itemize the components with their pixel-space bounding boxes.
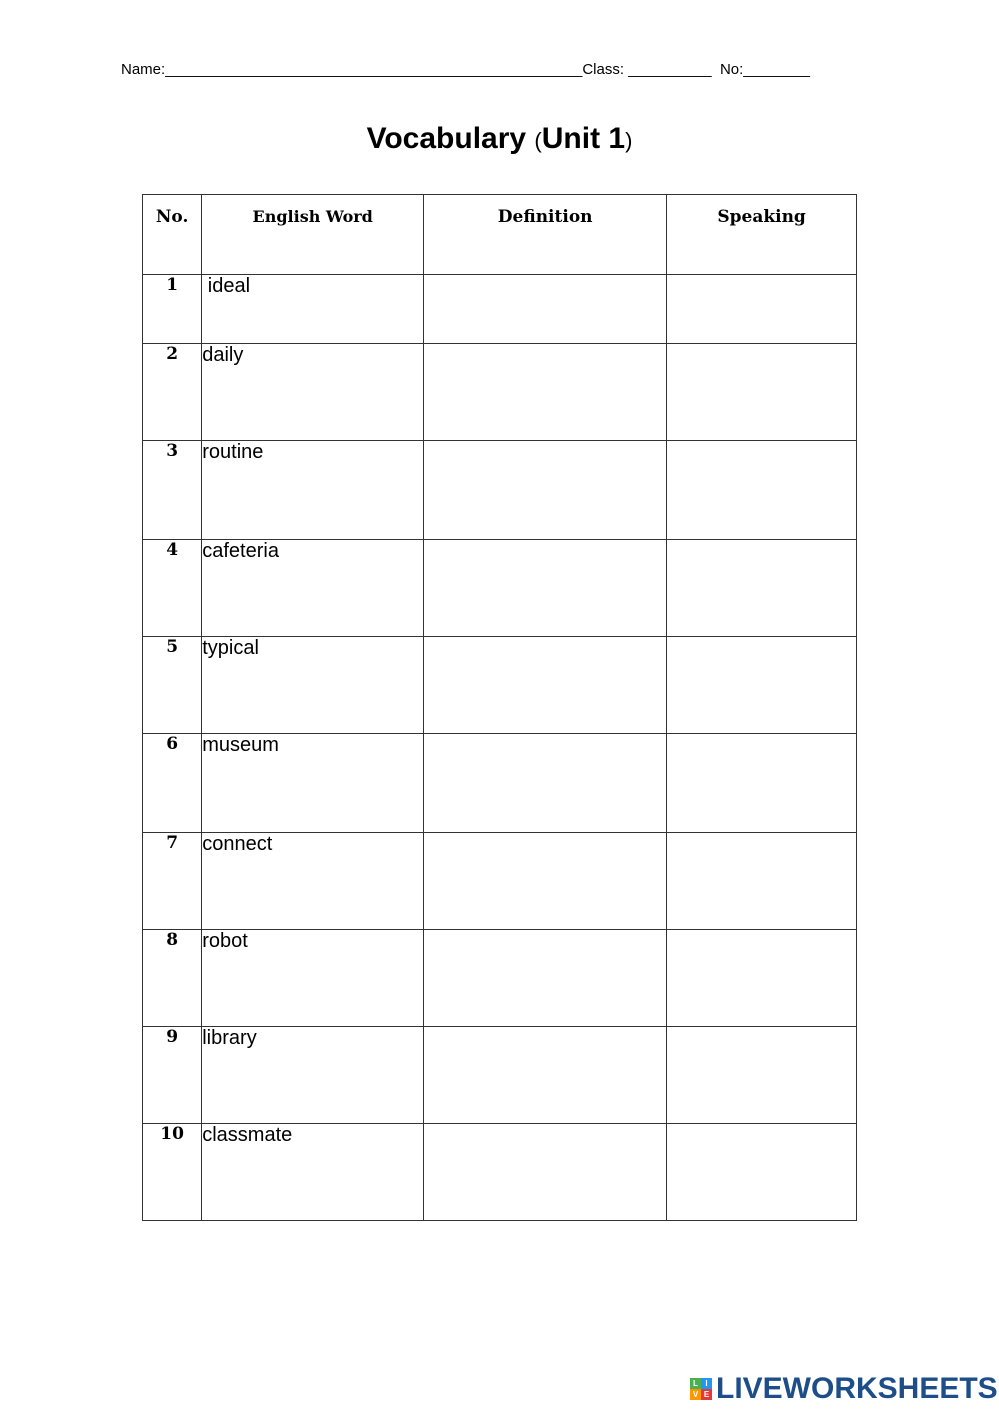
definition-cell[interactable] (424, 275, 667, 344)
row-number: 4 (143, 540, 202, 637)
logo-icon-square: E (701, 1389, 712, 1400)
title-unit: Unit 1 (541, 122, 626, 155)
english-word-cell: ideal (202, 275, 424, 344)
logo-icon-square: L (690, 1378, 701, 1389)
row-number: 3 (143, 441, 202, 540)
definition-cell[interactable] (424, 441, 667, 540)
speaking-cell[interactable] (667, 1124, 857, 1221)
title-paren-open: ( (534, 128, 542, 153)
header-no: No. (143, 195, 202, 275)
student-info-line (121, 61, 810, 78)
definition-cell[interactable] (424, 540, 667, 637)
row-number: 6 (143, 734, 202, 833)
title-paren-close: ) (625, 128, 633, 153)
header-english-word: English Word (202, 195, 424, 275)
definition-cell[interactable] (424, 833, 667, 930)
speaking-cell[interactable] (667, 441, 857, 540)
header-definition: Definition (424, 195, 667, 275)
logo-icon-square: I (701, 1378, 712, 1389)
speaking-cell[interactable] (667, 1027, 857, 1124)
row-number: 2 (143, 344, 202, 441)
page-title (0, 122, 999, 156)
row-number: 10 (143, 1124, 202, 1221)
table-row (143, 734, 857, 833)
english-word-cell: daily (202, 344, 424, 441)
logo-icon-square: V (690, 1389, 701, 1400)
speaking-cell[interactable] (667, 833, 857, 930)
speaking-cell[interactable] (667, 344, 857, 441)
vocabulary-table-body (143, 275, 857, 1221)
definition-cell[interactable] (424, 734, 667, 833)
definition-cell[interactable] (424, 1124, 667, 1221)
title-main: Vocabulary (366, 122, 535, 155)
table-row (143, 1027, 857, 1124)
table-row (143, 833, 857, 930)
name-label: Name: (121, 61, 166, 78)
english-word-cell: classmate (202, 1124, 424, 1221)
table-row (143, 275, 857, 344)
row-number: 9 (143, 1027, 202, 1124)
no-label: No: (719, 61, 744, 78)
english-word-cell: robot (202, 930, 424, 1027)
logo-text: LIVEWORKSHEETS (716, 1372, 998, 1405)
english-word-cell: museum (202, 734, 424, 833)
speaking-cell[interactable] (667, 540, 857, 637)
speaking-cell[interactable] (667, 637, 857, 734)
english-word-cell: library (202, 1027, 424, 1124)
class-label: Class: (582, 61, 624, 78)
no-blank[interactable]: ________ (743, 61, 811, 78)
header-speaking: Speaking (667, 195, 857, 275)
vocabulary-table (142, 194, 857, 1221)
definition-cell[interactable] (424, 344, 667, 441)
speaking-cell[interactable] (667, 734, 857, 833)
table-row (143, 637, 857, 734)
table-row (143, 441, 857, 540)
row-number: 7 (143, 833, 202, 930)
table-row (143, 1124, 857, 1221)
table-header-row (143, 195, 857, 275)
definition-cell[interactable] (424, 1027, 667, 1124)
table-row (143, 540, 857, 637)
table-row (143, 344, 857, 441)
definition-cell[interactable] (424, 930, 667, 1027)
row-number: 5 (143, 637, 202, 734)
english-word-cell: connect (202, 833, 424, 930)
liveworksheets-logo (690, 1372, 998, 1406)
table-row (143, 930, 857, 1027)
speaking-cell[interactable] (667, 930, 857, 1027)
row-number: 8 (143, 930, 202, 1027)
definition-cell[interactable] (424, 637, 667, 734)
liveworksheets-logo-icon (690, 1378, 712, 1400)
class-blank[interactable]: __________ (624, 61, 712, 78)
english-word-cell: typical (202, 637, 424, 734)
name-blank[interactable]: __________________________________________________ (165, 61, 583, 78)
english-word-cell: routine (202, 441, 424, 540)
english-word-cell: cafeteria (202, 540, 424, 637)
row-number: 1 (143, 275, 202, 344)
speaking-cell[interactable] (667, 275, 857, 344)
